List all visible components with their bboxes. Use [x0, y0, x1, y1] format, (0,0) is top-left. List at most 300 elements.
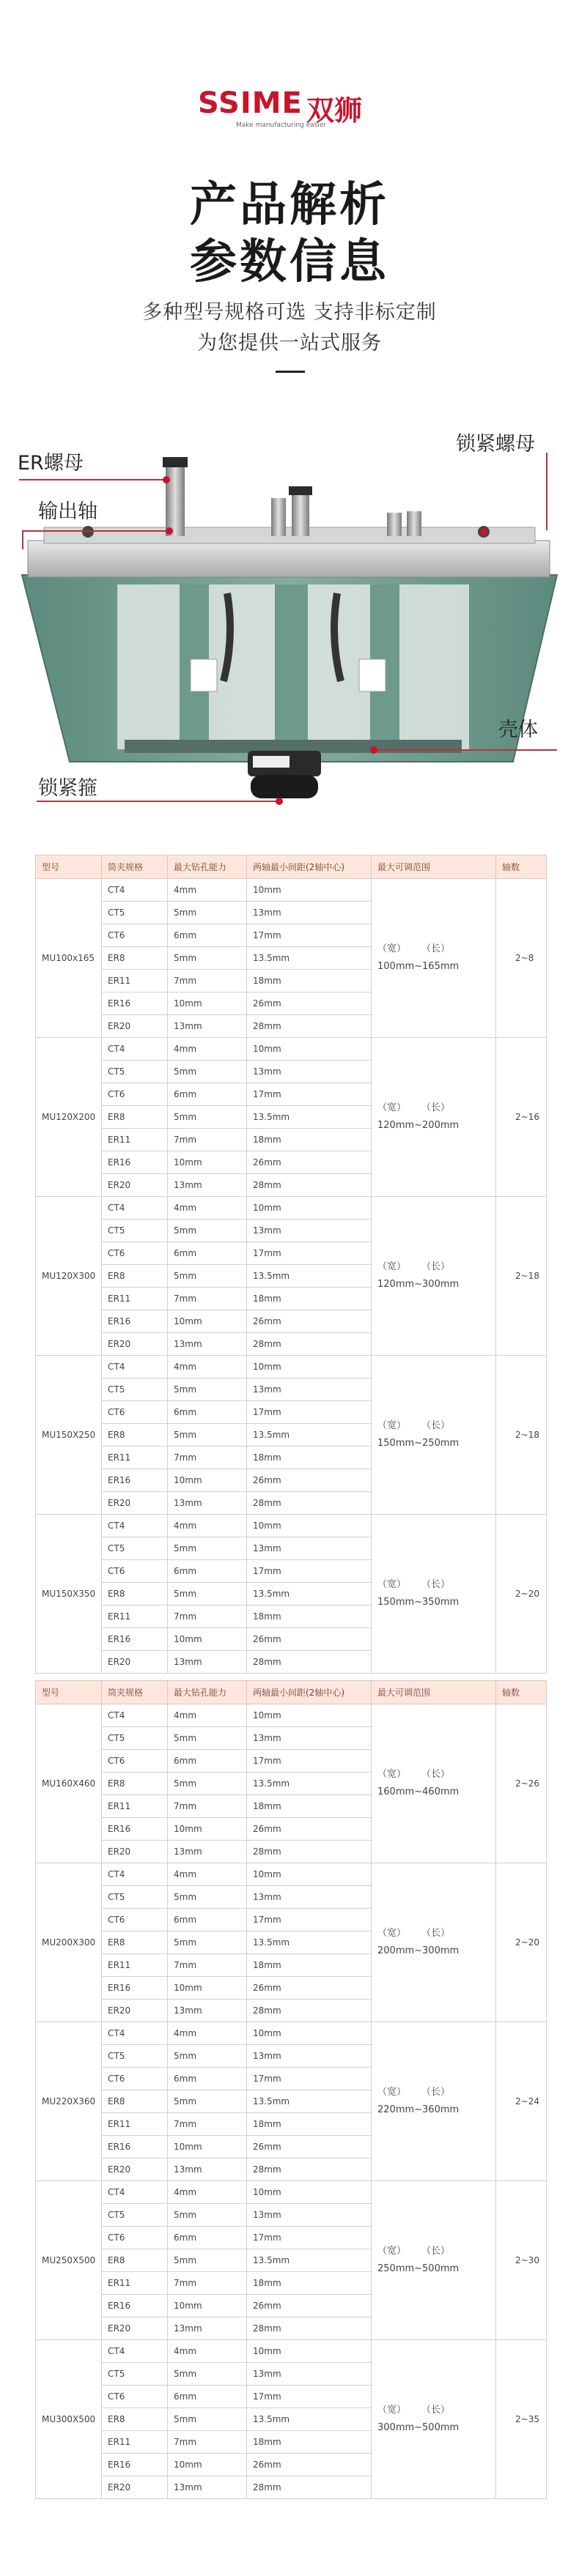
- collet-spec-cell: ER8: [102, 1931, 168, 1954]
- model-cell: MU300X500: [36, 2340, 102, 2499]
- range-length-label: （长）: [421, 1261, 451, 1272]
- model-cell: MU220X360: [36, 2022, 102, 2181]
- range-value: 150mm~250mm: [377, 1438, 460, 1449]
- min-distance-cell: 18mm: [247, 970, 372, 992]
- drill-capacity-cell: 13mm: [168, 2476, 247, 2499]
- table-header-cell: 最大钻孔能力: [168, 855, 247, 879]
- drill-capacity-cell: 6mm: [168, 1560, 247, 1583]
- min-distance-cell: 28mm: [247, 2159, 372, 2181]
- drill-capacity-cell: 5mm: [168, 1583, 247, 1606]
- model-cell: MU150X250: [36, 1356, 102, 1515]
- drill-capacity-cell: 5mm: [168, 902, 247, 924]
- collet-spec-cell: CT5: [102, 1061, 168, 1083]
- min-distance-cell: 26mm: [247, 1628, 372, 1651]
- drill-capacity-cell: 5mm: [168, 1424, 247, 1447]
- range-value: 120mm~300mm: [377, 1279, 460, 1290]
- range-length-label: （长）: [421, 1420, 451, 1431]
- drill-capacity-cell: 5mm: [168, 1106, 247, 1129]
- collet-spec-cell: CT5: [102, 2363, 168, 2386]
- table-row: [36, 1197, 547, 1220]
- min-distance-cell: 26mm: [247, 1469, 372, 1492]
- axis-count-cell: 2~24: [496, 2022, 547, 2181]
- drill-capacity-cell: 5mm: [168, 2363, 247, 2386]
- min-distance-cell: 18mm: [247, 1129, 372, 1151]
- range-width-label: （宽）: [377, 1769, 407, 1780]
- collet-spec-cell: ER16: [102, 1628, 168, 1651]
- min-distance-cell: 17mm: [247, 1909, 372, 1931]
- table-header-cell: 筒夹规格: [102, 855, 168, 879]
- range-value: 220mm~360mm: [377, 2104, 460, 2115]
- drill-capacity-cell: 5mm: [168, 2204, 247, 2227]
- collet-spec-cell: CT4: [102, 2340, 168, 2363]
- drill-capacity-cell: 7mm: [168, 970, 247, 992]
- drill-capacity-cell: 6mm: [168, 1083, 247, 1106]
- table-header-cell: 轴数: [496, 855, 547, 879]
- min-distance-cell: 13.5mm: [247, 947, 372, 970]
- table-header-cell: 筒夹规格: [102, 1681, 168, 1704]
- min-distance-cell: 10mm: [247, 1515, 372, 1537]
- drill-capacity-cell: 13mm: [168, 1841, 247, 1863]
- brand-logo: [0, 86, 579, 138]
- collet-spec-cell: ER11: [102, 1129, 168, 1151]
- table-header-cell: 型号: [36, 855, 102, 879]
- range-width-label: （宽）: [377, 1420, 407, 1431]
- collet-spec-cell: ER20: [102, 2000, 168, 2022]
- range-width-label: （宽）: [377, 2246, 407, 2257]
- callout-line-housing: [374, 749, 557, 751]
- drill-capacity-cell: 5mm: [168, 1886, 247, 1909]
- min-distance-cell: 13.5mm: [247, 1424, 372, 1447]
- collet-spec-cell: ER16: [102, 1469, 168, 1492]
- range-length-label: （长）: [421, 2405, 451, 2416]
- axis-count-cell: 2~20: [496, 1515, 547, 1674]
- drill-capacity-cell: 10mm: [168, 1469, 247, 1492]
- range-value: 160mm~460mm: [377, 1786, 460, 1797]
- collet-spec-cell: ER16: [102, 2136, 168, 2159]
- range-value: 120mm~200mm: [377, 1120, 460, 1131]
- range-width-label: （宽）: [377, 1928, 407, 1939]
- collet-spec-cell: ER11: [102, 1606, 168, 1628]
- drill-capacity-cell: 4mm: [168, 2340, 247, 2363]
- collet-spec-cell: ER20: [102, 1492, 168, 1515]
- min-distance-cell: 10mm: [247, 2181, 372, 2204]
- drill-capacity-cell: 6mm: [168, 1401, 247, 1424]
- range-length-label: （长）: [421, 1579, 451, 1590]
- table-row: [36, 1356, 547, 1378]
- collet-spec-cell: CT4: [102, 1515, 168, 1537]
- adjust-range-cell: [372, 1038, 496, 1197]
- collet-spec-cell: CT5: [102, 1220, 168, 1242]
- min-distance-cell: 17mm: [247, 1083, 372, 1106]
- drill-capacity-cell: 4mm: [168, 1863, 247, 1886]
- adjust-range-cell: [372, 1863, 496, 2022]
- callout-er-nut: ER螺母: [18, 452, 84, 475]
- collet-spec-cell: ER20: [102, 2476, 168, 2499]
- callout-dot-er-nut: [163, 476, 170, 483]
- collet-spec-cell: ER8: [102, 2249, 168, 2272]
- min-distance-cell: 10mm: [247, 2340, 372, 2363]
- min-distance-cell: 13.5mm: [247, 1773, 372, 1795]
- table-row: [36, 2181, 547, 2204]
- drill-capacity-cell: 6mm: [168, 1242, 247, 1265]
- product-illustration: [0, 417, 579, 828]
- range-width-label: （宽）: [377, 1261, 407, 1272]
- range-length-label: （长）: [421, 2087, 451, 2098]
- min-distance-cell: 10mm: [247, 2022, 372, 2045]
- drill-capacity-cell: 5mm: [168, 1378, 247, 1401]
- drill-capacity-cell: 10mm: [168, 1977, 247, 2000]
- min-distance-cell: 13mm: [247, 2204, 372, 2227]
- drill-capacity-cell: 7mm: [168, 2113, 247, 2136]
- min-distance-cell: 13mm: [247, 1886, 372, 1909]
- drill-capacity-cell: 7mm: [168, 1954, 247, 1977]
- range-length-label: （长）: [421, 943, 451, 954]
- min-distance-cell: 13.5mm: [247, 2090, 372, 2113]
- range-width-label: （宽）: [377, 1102, 407, 1113]
- min-distance-cell: 13mm: [247, 1537, 372, 1560]
- table-header-row: [36, 855, 547, 879]
- drill-capacity-cell: 10mm: [168, 2136, 247, 2159]
- drill-capacity-cell: 13mm: [168, 2317, 247, 2340]
- page-subtitle-line1: 多种型号规格可选 支持非标定制: [142, 301, 437, 324]
- min-distance-cell: 28mm: [247, 1651, 372, 1674]
- drill-capacity-cell: 10mm: [168, 992, 247, 1015]
- min-distance-cell: 26mm: [247, 1151, 372, 1174]
- axis-count-cell: 2~26: [496, 1704, 547, 1863]
- drill-capacity-cell: 13mm: [168, 1492, 247, 1515]
- min-distance-cell: 13.5mm: [247, 1583, 372, 1606]
- collet-spec-cell: CT4: [102, 1863, 168, 1886]
- min-distance-cell: 17mm: [247, 2068, 372, 2090]
- drill-capacity-cell: 5mm: [168, 1220, 247, 1242]
- range-length-label: （长）: [421, 1102, 451, 1113]
- table-header-cell: 两轴最小间距(2轴中心): [247, 1681, 372, 1704]
- callout-output-shaft: 输出轴: [38, 500, 97, 523]
- collet-spec-cell: ER16: [102, 1977, 168, 2000]
- spec-table-1: [35, 855, 547, 1674]
- collet-spec-cell: ER11: [102, 1447, 168, 1469]
- drill-capacity-cell: 13mm: [168, 1015, 247, 1038]
- min-distance-cell: 18mm: [247, 1288, 372, 1310]
- min-distance-cell: 26mm: [247, 1310, 372, 1333]
- drill-capacity-cell: 13mm: [168, 1651, 247, 1674]
- min-distance-cell: 17mm: [247, 2386, 372, 2408]
- min-distance-cell: 28mm: [247, 1841, 372, 1863]
- min-distance-cell: 26mm: [247, 2454, 372, 2476]
- drill-capacity-cell: 7mm: [168, 1288, 247, 1310]
- table-row: [36, 2340, 547, 2363]
- table-row: [36, 1038, 547, 1061]
- drill-capacity-cell: 6mm: [168, 2386, 247, 2408]
- collet-spec-cell: ER16: [102, 992, 168, 1015]
- collet-spec-cell: ER11: [102, 1954, 168, 1977]
- title-divider: [276, 371, 305, 373]
- drill-capacity-cell: 5mm: [168, 2045, 247, 2068]
- drill-capacity-cell: 7mm: [168, 2272, 247, 2295]
- adjust-range-cell: [372, 1704, 496, 1863]
- min-distance-cell: 28mm: [247, 2476, 372, 2499]
- drill-capacity-cell: 4mm: [168, 1038, 247, 1061]
- axis-count-cell: 2~18: [496, 1197, 547, 1356]
- drill-capacity-cell: 10mm: [168, 1628, 247, 1651]
- collet-spec-cell: ER16: [102, 2454, 168, 2476]
- drill-capacity-cell: 4mm: [168, 879, 247, 902]
- min-distance-cell: 26mm: [247, 2136, 372, 2159]
- table-row: [36, 879, 547, 902]
- drill-capacity-cell: 5mm: [168, 947, 247, 970]
- model-cell: MU120X300: [36, 1197, 102, 1356]
- table-header-cell: 轴数: [496, 1681, 547, 1704]
- min-distance-cell: 26mm: [247, 992, 372, 1015]
- min-distance-cell: 10mm: [247, 1704, 372, 1727]
- min-distance-cell: 28mm: [247, 2000, 372, 2022]
- min-distance-cell: 17mm: [247, 924, 372, 947]
- drill-capacity-cell: 13mm: [168, 1333, 247, 1356]
- min-distance-cell: 13mm: [247, 1378, 372, 1401]
- drill-capacity-cell: 5mm: [168, 1727, 247, 1750]
- min-distance-cell: 26mm: [247, 2295, 372, 2317]
- collet-spec-cell: CT6: [102, 1242, 168, 1265]
- min-distance-cell: 28mm: [247, 1333, 372, 1356]
- callout-dot-lock-nut: [480, 528, 487, 535]
- min-distance-cell: 13mm: [247, 902, 372, 924]
- min-distance-cell: 28mm: [247, 2317, 372, 2340]
- axis-count-cell: 2~35: [496, 2340, 547, 2499]
- drill-capacity-cell: 4mm: [168, 1515, 247, 1537]
- collet-spec-cell: CT6: [102, 1083, 168, 1106]
- collet-spec-cell: CT4: [102, 1704, 168, 1727]
- collet-spec-cell: CT5: [102, 2045, 168, 2068]
- drill-capacity-cell: 6mm: [168, 2227, 247, 2249]
- min-distance-cell: 10mm: [247, 1038, 372, 1061]
- min-distance-cell: 17mm: [247, 2227, 372, 2249]
- min-distance-cell: 13mm: [247, 1220, 372, 1242]
- min-distance-cell: 26mm: [247, 1977, 372, 2000]
- drill-capacity-cell: 6mm: [168, 924, 247, 947]
- range-width-label: （宽）: [377, 1579, 407, 1590]
- collet-spec-cell: CT4: [102, 1197, 168, 1220]
- table-row: [36, 1863, 547, 1886]
- collet-spec-cell: CT6: [102, 924, 168, 947]
- collet-spec-cell: ER11: [102, 1288, 168, 1310]
- min-distance-cell: 18mm: [247, 2272, 372, 2295]
- collet-spec-cell: ER16: [102, 1151, 168, 1174]
- collet-spec-cell: CT6: [102, 1909, 168, 1931]
- drill-capacity-cell: 6mm: [168, 1750, 247, 1773]
- callout-line-output-shaft-v: [22, 530, 23, 549]
- drill-capacity-cell: 6mm: [168, 2068, 247, 2090]
- drill-capacity-cell: 5mm: [168, 1537, 247, 1560]
- collet-spec-cell: ER8: [102, 1424, 168, 1447]
- min-distance-cell: 10mm: [247, 1863, 372, 1886]
- table-header-cell: 最大钻孔能力: [168, 1681, 247, 1704]
- collet-spec-cell: ER16: [102, 1818, 168, 1841]
- collet-spec-cell: CT5: [102, 1886, 168, 1909]
- collet-spec-cell: CT4: [102, 2181, 168, 2204]
- model-cell: MU200X300: [36, 1863, 102, 2022]
- drill-capacity-cell: 4mm: [168, 1704, 247, 1727]
- table-row: [36, 2022, 547, 2045]
- page-title-line2: 参数信息: [190, 235, 389, 289]
- min-distance-cell: 13.5mm: [247, 1106, 372, 1129]
- min-distance-cell: 10mm: [247, 1197, 372, 1220]
- range-value: 100mm~165mm: [377, 961, 460, 972]
- adjust-range-cell: [372, 879, 496, 1038]
- collet-spec-cell: CT6: [102, 2386, 168, 2408]
- brand-logo-cn: 双狮: [306, 94, 363, 127]
- min-distance-cell: 17mm: [247, 1242, 372, 1265]
- min-distance-cell: 18mm: [247, 1606, 372, 1628]
- min-distance-cell: 13.5mm: [247, 2249, 372, 2272]
- drill-capacity-cell: 13mm: [168, 2159, 247, 2181]
- collet-spec-cell: ER8: [102, 1106, 168, 1129]
- collet-spec-cell: CT4: [102, 1356, 168, 1378]
- table-header-cell: 最大可调范围: [372, 1681, 496, 1704]
- collet-spec-cell: CT6: [102, 1560, 168, 1583]
- min-distance-cell: 13.5mm: [247, 1265, 372, 1288]
- callout-dot-housing: [370, 746, 377, 754]
- drill-capacity-cell: 7mm: [168, 1795, 247, 1818]
- min-distance-cell: 13mm: [247, 1061, 372, 1083]
- collet-spec-cell: ER11: [102, 1795, 168, 1818]
- drill-capacity-cell: 5mm: [168, 2249, 247, 2272]
- min-distance-cell: 10mm: [247, 879, 372, 902]
- drill-capacity-cell: 5mm: [168, 1931, 247, 1954]
- range-width-label: （宽）: [377, 2405, 407, 2416]
- page-subtitle-line2: 为您提供一站式服务: [197, 332, 382, 355]
- collet-spec-cell: CT6: [102, 2227, 168, 2249]
- collet-spec-cell: CT4: [102, 879, 168, 902]
- collet-spec-cell: ER8: [102, 2090, 168, 2113]
- drill-capacity-cell: 5mm: [168, 1265, 247, 1288]
- model-cell: MU100x165: [36, 879, 102, 1038]
- collet-spec-cell: CT6: [102, 1750, 168, 1773]
- collet-spec-cell: CT5: [102, 1378, 168, 1401]
- min-distance-cell: 17mm: [247, 1560, 372, 1583]
- collet-spec-cell: CT4: [102, 1038, 168, 1061]
- range-width-label: （宽）: [377, 943, 407, 954]
- drill-capacity-cell: 4mm: [168, 2181, 247, 2204]
- callout-lock-hoop: 锁紧箍: [38, 777, 97, 800]
- drill-capacity-cell: 13mm: [168, 2000, 247, 2022]
- collet-spec-cell: ER20: [102, 2159, 168, 2181]
- drill-capacity-cell: 7mm: [168, 1447, 247, 1469]
- table-header-row: [36, 1681, 547, 1704]
- min-distance-cell: 13.5mm: [247, 2408, 372, 2431]
- collet-spec-cell: ER20: [102, 1841, 168, 1863]
- spec-table-2: [35, 1680, 547, 2499]
- range-value: 300mm~500mm: [377, 2422, 460, 2433]
- min-distance-cell: 28mm: [247, 1492, 372, 1515]
- table-header-cell: 最大可调范围: [372, 855, 496, 879]
- page-title-line1: 产品解析: [190, 178, 389, 232]
- callout-line-lock-nut: [546, 453, 547, 530]
- drill-capacity-cell: 5mm: [168, 2408, 247, 2431]
- min-distance-cell: 13mm: [247, 2363, 372, 2386]
- collet-spec-cell: ER8: [102, 2408, 168, 2431]
- collet-spec-cell: CT5: [102, 1727, 168, 1750]
- drill-capacity-cell: 10mm: [168, 2295, 247, 2317]
- collet-spec-cell: CT5: [102, 902, 168, 924]
- min-distance-cell: 17mm: [247, 1401, 372, 1424]
- drill-capacity-cell: 10mm: [168, 1310, 247, 1333]
- collet-spec-cell: ER20: [102, 1015, 168, 1038]
- collet-spec-cell: CT5: [102, 1537, 168, 1560]
- range-value: 200mm~300mm: [377, 1945, 460, 1956]
- collet-spec-cell: ER8: [102, 947, 168, 970]
- table-row: [36, 1515, 547, 1537]
- min-distance-cell: 13.5mm: [247, 1931, 372, 1954]
- brand-tagline: Make manufacturing easier: [236, 122, 327, 129]
- collet-spec-cell: ER16: [102, 1310, 168, 1333]
- drill-capacity-cell: 10mm: [168, 1151, 247, 1174]
- drill-capacity-cell: 4mm: [168, 1356, 247, 1378]
- collet-spec-cell: CT5: [102, 2204, 168, 2227]
- min-distance-cell: 18mm: [247, 1954, 372, 1977]
- range-value: 250mm~500mm: [377, 2263, 460, 2274]
- callout-line-output-shaft: [22, 530, 169, 532]
- min-distance-cell: 18mm: [247, 1447, 372, 1469]
- collet-spec-cell: ER8: [102, 1265, 168, 1288]
- collet-spec-cell: CT6: [102, 2068, 168, 2090]
- drill-capacity-cell: 5mm: [168, 1061, 247, 1083]
- callout-dot-lock-hoop: [276, 798, 283, 805]
- callout-dot-output-shaft: [166, 527, 173, 535]
- range-width-label: （宽）: [377, 2087, 407, 2098]
- drill-capacity-cell: 7mm: [168, 1129, 247, 1151]
- drill-capacity-cell: 10mm: [168, 1818, 247, 1841]
- collet-spec-cell: ER20: [102, 2317, 168, 2340]
- collet-spec-cell: ER11: [102, 970, 168, 992]
- drill-capacity-cell: 10mm: [168, 2454, 247, 2476]
- drill-capacity-cell: 5mm: [168, 1773, 247, 1795]
- adjust-range-cell: [372, 1197, 496, 1356]
- range-length-label: （长）: [421, 1928, 451, 1939]
- callout-lock-nut: 锁紧螺母: [456, 433, 535, 456]
- collet-spec-cell: ER20: [102, 1174, 168, 1197]
- callout-housing: 壳体: [498, 719, 538, 741]
- range-value: 150mm~350mm: [377, 1597, 460, 1608]
- collet-spec-cell: ER8: [102, 1773, 168, 1795]
- adjust-range-cell: [372, 1356, 496, 1515]
- min-distance-cell: 18mm: [247, 2431, 372, 2454]
- min-distance-cell: 10mm: [247, 1356, 372, 1378]
- collet-spec-cell: ER11: [102, 2113, 168, 2136]
- collet-spec-cell: ER20: [102, 1333, 168, 1356]
- adjust-range-cell: [372, 2181, 496, 2340]
- min-distance-cell: 13mm: [247, 1727, 372, 1750]
- model-cell: MU160X460: [36, 1704, 102, 1863]
- range-length-label: （长）: [421, 2246, 451, 2257]
- min-distance-cell: 18mm: [247, 2113, 372, 2136]
- min-distance-cell: 13mm: [247, 2045, 372, 2068]
- min-distance-cell: 17mm: [247, 1750, 372, 1773]
- collet-spec-cell: CT4: [102, 2022, 168, 2045]
- min-distance-cell: 28mm: [247, 1174, 372, 1197]
- adjust-range-cell: [372, 2022, 496, 2181]
- drill-capacity-cell: 6mm: [168, 1909, 247, 1931]
- axis-count-cell: 2~8: [496, 879, 547, 1038]
- model-cell: MU250X500: [36, 2181, 102, 2340]
- adjust-range-cell: [372, 2340, 496, 2499]
- table-header-cell: 型号: [36, 1681, 102, 1704]
- table-header-cell: 两轴最小间距(2轴中心): [247, 855, 372, 879]
- drill-capacity-cell: 4mm: [168, 1197, 247, 1220]
- min-distance-cell: 26mm: [247, 1818, 372, 1841]
- callout-line-lock-hoop: [37, 801, 279, 802]
- collet-spec-cell: CT6: [102, 1401, 168, 1424]
- collet-spec-cell: ER16: [102, 2295, 168, 2317]
